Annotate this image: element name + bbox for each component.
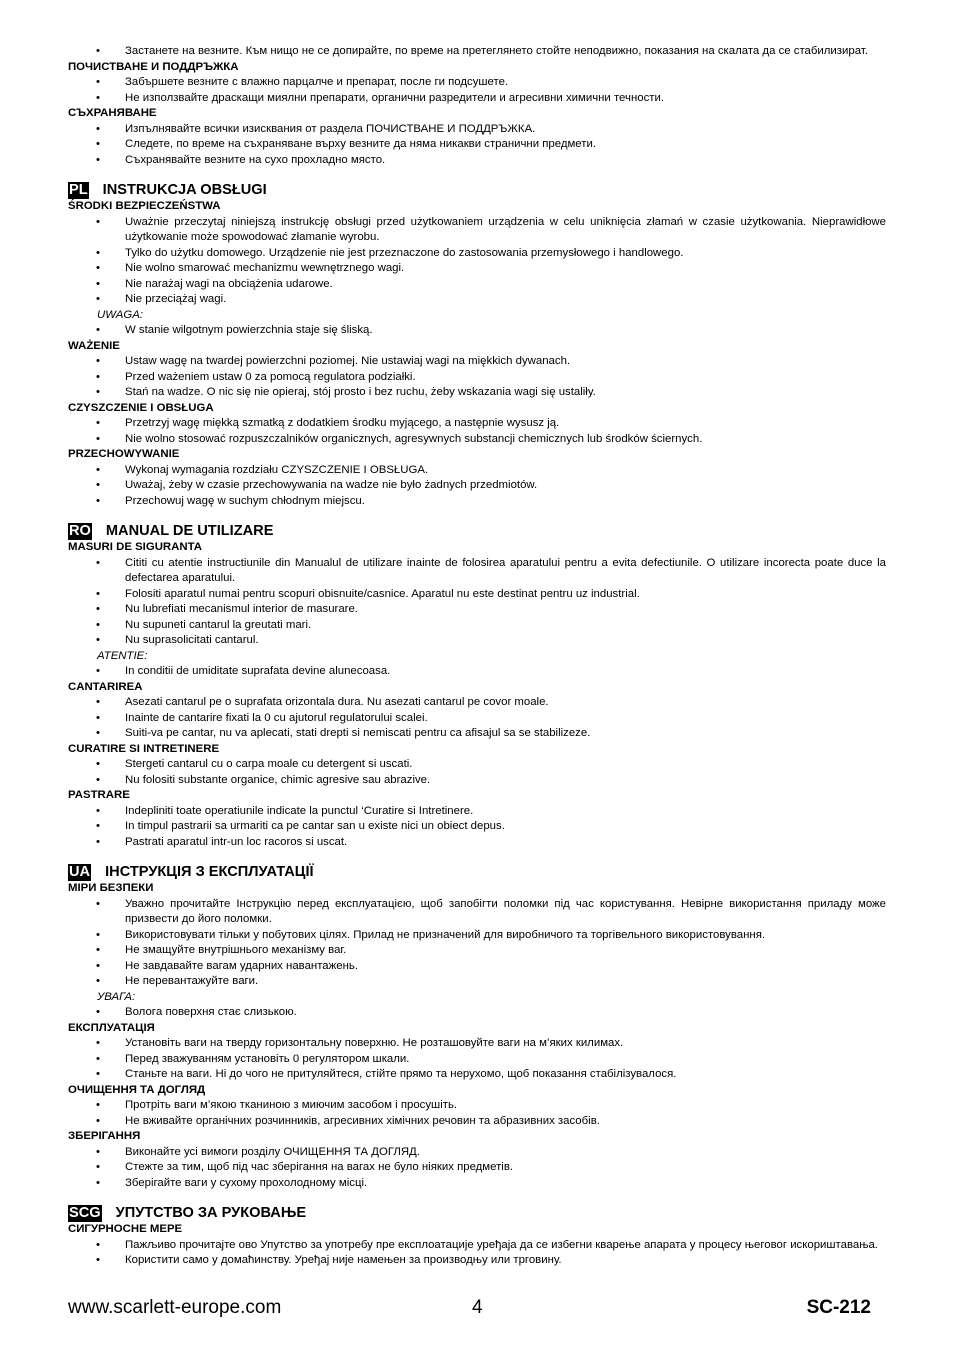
- section-heading: МІРИ БЕЗПЕКИ: [68, 882, 154, 894]
- section-heading: ЗБЕРІГАННЯ: [68, 1130, 141, 1142]
- list-item: • Не използвайте драскащи миялни препарати, органични разредители и агресивни химични течности.: [68, 91, 886, 107]
- list-item: • W stanie wilgotnym powierzchnia staje się śliską.: [68, 323, 886, 339]
- section-heading: СЪХРАНЯВАНЕ: [68, 107, 157, 119]
- language-title: INSTRUKCJA OBSŁUGI: [102, 182, 267, 198]
- section-heading: ŚRODKI BEZPIECZEŃSTWA: [68, 200, 221, 212]
- list-item: • Не перевантажуйте ваги.: [68, 974, 886, 990]
- list-item: • Pastrati aparatul intr-un loc racoros si uscat.: [68, 835, 886, 851]
- note-label: ATENTIE:: [97, 649, 148, 662]
- section-heading: ПОЧИСТВАНЕ И ПОДДРЪЖКА: [68, 60, 239, 73]
- footer-website[interactable]: www.scarlett-europe.com: [68, 1297, 282, 1318]
- note-label: УВАГА:: [97, 990, 136, 1003]
- section-heading: ОЧИЩЕННЯ ТА ДОГЛЯД: [68, 1083, 206, 1096]
- list-item: • Przechowuj wagę w suchym chłodnym miejscu.: [68, 494, 886, 510]
- list-item: • In conditii de umiditate suprafata devine alunecoasa.: [68, 664, 886, 680]
- list-item: • Ustaw wagę na twardej powierzchni poziomej. Nie ustawiaj wagi na miękkich dywanach.: [68, 354, 886, 370]
- document-body: [68, 44, 886, 1269]
- section-heading: MASURI DE SIGURANTA: [68, 541, 202, 553]
- list-item: • Stergeti cantarul cu o carpa moale cu detergent si uscati.: [68, 757, 886, 773]
- list-item: • Nu suprasolicitati cantarul.: [68, 633, 886, 649]
- list-item: • Съхранявайте везните на сухо прохладно място.: [68, 153, 886, 169]
- language-code-badge: SCG: [69, 1204, 101, 1221]
- list-item: • Перед зважуванням установіть 0 регулятором шкали.: [68, 1052, 886, 1068]
- list-item: • Застанете на везните. Към нищо не се допирайте, по време на претеглянето стойте неподвижно, показания на скалата да се стабилизират.: [68, 44, 886, 60]
- language-code-badge: RO: [69, 522, 91, 539]
- language-heading: [68, 522, 886, 540]
- language-heading: [68, 1204, 886, 1222]
- list-item: • Stań na wadze. O nic się nie opieraj, stój prosto i bez ruchu, żeby wskazania wagi się ustaliły.: [68, 385, 886, 401]
- section-heading: CZYSZCZENIE I OBSŁUGA: [68, 401, 214, 414]
- section-heading: CANTARIREA: [68, 680, 143, 693]
- list-item: • Folositi aparatul numai pentru scopuri obisnuite/casnice. Aparatul nu este destinat pentru uz industrial.: [68, 587, 886, 603]
- language-heading: [68, 181, 886, 199]
- list-item: • Изпълнявайте всички изисквания от раздела ПОЧИСТВАНЕ И ПОДДРЪЖКА.: [68, 122, 886, 138]
- page-footer: [68, 1297, 871, 1323]
- list-item: • Стежте за тим, щоб під час зберігання на вагах не було ніяких предметів.: [68, 1160, 886, 1176]
- list-item: • Установіть ваги на тверду горизонтальну поверхню. Не розташовуйте ваги на м’яких килимах.: [68, 1036, 886, 1052]
- list-item: • Зберігайте ваги у сухому прохолодному місці.: [68, 1176, 886, 1192]
- section-heading: СИГУРНОСНЕ МЕРЕ: [68, 1223, 183, 1235]
- model-number: SC-212: [806, 1297, 871, 1318]
- list-item: • Виконайте усі вимоги розділу ОЧИЩЕННЯ ТА ДОГЛЯД.: [68, 1145, 886, 1161]
- list-item: • Уважно прочитайте Інструкцію перед експлуатацією, щоб запобігти поломки під час користування. Невірне використання приладу може призвести до його поломки.: [68, 897, 886, 928]
- section-heading: ЕКСПЛУАТАЦІЯ: [68, 1021, 155, 1034]
- list-item: • Використовувати тільки у побутових цілях. Прилад не призначений для виробничого та торгівельного використовування.: [68, 928, 886, 944]
- list-item: • Inainte de cantarire fixati la 0 cu ajutorul regulatorului scalei.: [68, 711, 886, 727]
- list-item: • Протріть ваги м’якою тканиною з миючим засобом і просушіть.: [68, 1098, 886, 1114]
- list-item: • Cititi cu atentie instructiunile din Manualul de utilizare inainte de folosirea aparatului pentru a evita defectiunile. O utilizare incorecta poate duce la defectarea aparatului.: [68, 556, 886, 587]
- list-item: • Nu folositi substante organice, chimic agresive sau abrazive.: [68, 773, 886, 789]
- section-heading: PRZECHOWYWANIE: [68, 448, 180, 460]
- section-heading: CURATIRE SI INTRETINERE: [68, 742, 220, 755]
- list-item: • Uważaj, żeby w czasie przechowywania na wadze nie było żadnych przedmiotów.: [68, 478, 886, 494]
- list-item: • Nu supuneti cantarul la greutati mari.: [68, 618, 886, 634]
- list-item: • Станьте на ваги. Ні до чого не притуляйтеся, стійте прямо та нерухомо, щоб показання стабілізувалося.: [68, 1067, 886, 1083]
- list-item: • Nie wolno stosować rozpuszczalników organicznych, agresywnych substancji chemicznych lub środków ściernych.: [68, 432, 886, 448]
- list-item: • Не вживайте органічних розчинників, агресивних хімічних речовин та абразивних засобів.: [68, 1114, 886, 1130]
- list-item: • Przed ważeniem ustaw 0 za pomocą regulatora podziałki.: [68, 370, 886, 386]
- section-heading: WAŻENIE: [68, 339, 120, 352]
- note-label: UWAGA:: [97, 308, 143, 321]
- list-item: • Nie narażaj wagi na obciążenia udarowe.: [68, 277, 886, 293]
- list-item: • Пажљиво прочитајте ово Упутство за употребу пре експлоатације уређаја да се избегни кварење апарата у процесу његовог искориштавања.: [68, 1238, 886, 1254]
- list-item: • Tylko do użytku domowego. Urządzenie nie jest przeznaczone do zastosowania przemysłowego i handlowego.: [68, 246, 886, 262]
- list-item: • Przetrzyj wagę miękką szmatką z dodatkiem środku myjącego, a następnie wysusz ją.: [68, 416, 886, 432]
- language-heading: [68, 863, 886, 881]
- list-item: • Забършете везните с влажно парцалче и препарат, после ги подсушете.: [68, 75, 886, 91]
- page-number: 4: [472, 1297, 483, 1318]
- list-item: • Wykonaj wymagania rozdziału CZYSZCZENIE I OBSŁUGA.: [68, 463, 886, 479]
- section-heading: PASTRARE: [68, 789, 130, 801]
- language-code-badge: PL: [69, 181, 88, 198]
- language-code-badge: UA: [69, 863, 91, 880]
- list-item: • Uważnie przeczytaj niniejszą instrukcję obsługi przed użytkowaniem urządzenia w celu uniknięcia złamań w czasie użytkowania. Nieprawidłowe użytkowanie może spowodować złamanie wyrobu.: [68, 215, 886, 246]
- list-item: • Користити само у домаћинству. Уређај није намењен за производњу или трговину.: [68, 1253, 886, 1269]
- list-item: • Asezati cantarul pe o suprafata orizontala dura. Nu asezati cantarul pe covor moale.: [68, 695, 886, 711]
- list-item: • Не змащуйте внутрішнього механізму ваг.: [68, 943, 886, 959]
- list-item: • Suiti-va pe cantar, nu va aplecati, stati drepti si nemiscati pentru ca afisajul sa se stabilizeze.: [68, 726, 886, 742]
- language-title: УПУТСТВО ЗА РУКОВАЊЕ: [115, 1205, 307, 1221]
- list-item: • Nie wolno smarować mechanizmu wewnętrznego wagi.: [68, 261, 886, 277]
- list-item: • Nu lubrefiati mecanismul interior de masurare.: [68, 602, 886, 618]
- list-item: • Следете, по време на съхраняване върху везните да няма никакви странични предмети.: [68, 137, 886, 153]
- list-item: • Вологa поверхня стає слизькою.: [68, 1005, 886, 1021]
- list-item: • Не завдавайте вагам ударних навантажень.: [68, 959, 886, 975]
- list-item: • In timpul pastrarii sa urmariti ca pe cantar san u existe nici un obiect depus.: [68, 819, 886, 835]
- language-title: MANUAL DE UTILIZARE: [105, 523, 274, 539]
- list-item: • Nie przeciążaj wagi.: [68, 292, 886, 308]
- list-item: • Indepliniti toate operatiunile indicate la punctul ‘Curatire si Intretinere.: [68, 804, 886, 820]
- language-title: ІНСТРУКЦІЯ З ЕКСПЛУАТАЦІЇ: [105, 864, 314, 880]
